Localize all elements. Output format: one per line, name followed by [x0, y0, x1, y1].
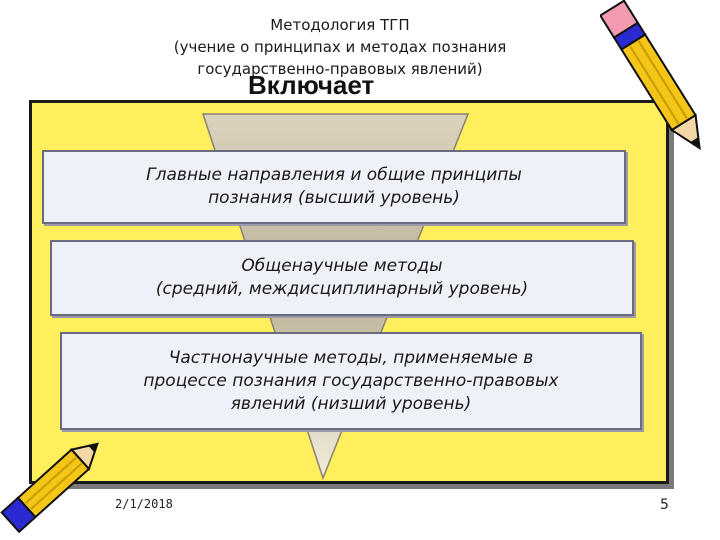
level-box-middle — [50, 240, 634, 316]
pencil-icon-top-right — [600, 0, 718, 170]
level-middle-line-1: Общенаучные методы — [241, 256, 443, 276]
level-box-high — [42, 150, 626, 224]
level-middle-line-2: (средний, междисциплинарный уровень) — [155, 279, 529, 299]
title-line-1: Методология ТГП — [270, 16, 410, 34]
level-high-line-2: познания (высший уровень) — [208, 188, 460, 208]
level-low-line-3: явлений (низший уровень) — [230, 393, 472, 414]
title-line-3: государственно-правовых явлений) — [197, 60, 483, 78]
level-low-line-1: Частнонаучные методы, применяемые в — [168, 347, 534, 368]
pencil-icon-bottom-left — [0, 425, 110, 540]
level-high-line-1: Главные направления и общие принципы — [146, 165, 522, 185]
slide-number: 5 — [660, 497, 669, 513]
title-line-2: (учение о принципах и методах познания — [173, 38, 507, 56]
level-low-line-2: процессе познания государственно-правовых — [143, 370, 559, 391]
level-box-low — [60, 332, 642, 430]
overlay-word: Включает — [248, 70, 375, 100]
slide-date: 2/1/2018 — [115, 497, 173, 511]
